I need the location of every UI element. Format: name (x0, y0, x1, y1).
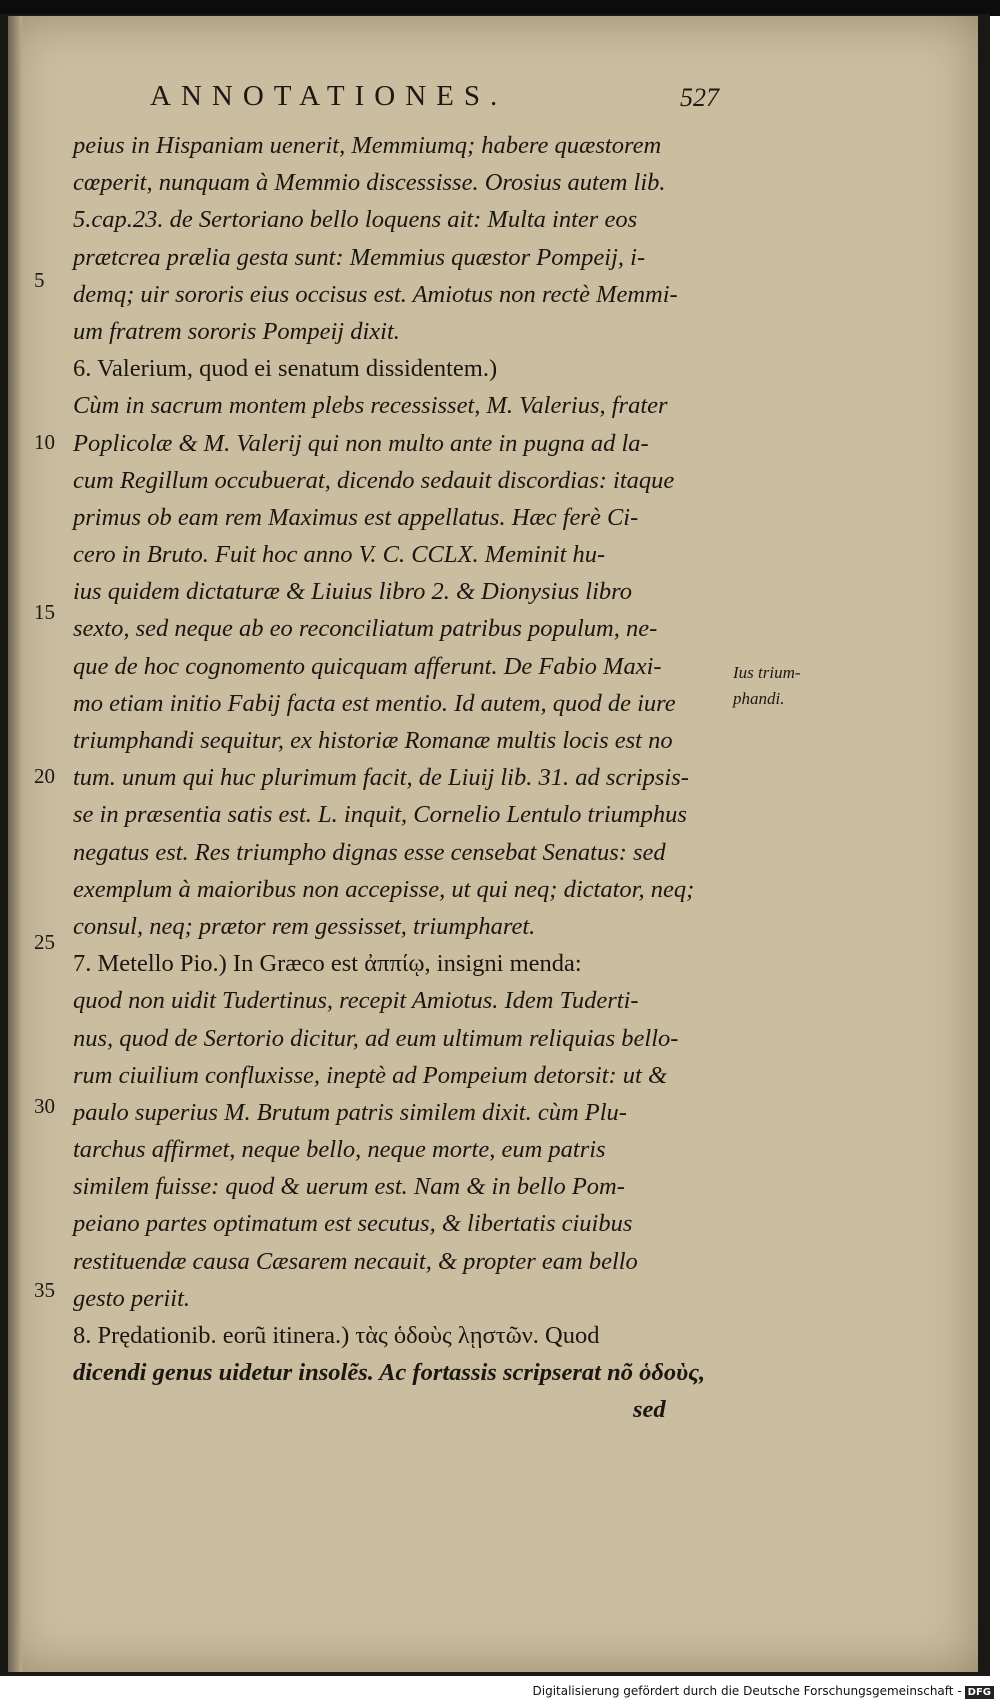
text-line: cum Regillum occubuerat, dicendo sedauit discordias: itaque (73, 466, 675, 494)
page-spine-shadow (8, 16, 22, 1672)
text-line: sexto, sed neque ab eo reconciliatum patribus populum, ne- (73, 615, 658, 643)
text-line: tarchus affirmet, neque bello, neque morte, eum patris (73, 1136, 606, 1164)
text-line: peiano partes optimatum est secutus, & libertatis ciuibus (73, 1210, 633, 1238)
lemma-heading: 8. Prędationib. eorũ itinera.) τὰς ὁδοὺς λῃστῶν. Quod (73, 1322, 600, 1349)
annotation-text-block (73, 127, 723, 1429)
line-number-5: 5 (34, 268, 45, 292)
line-number-20: 20 (34, 764, 55, 788)
text-line: um fratrem sororis Pompeij dixit. (73, 317, 400, 345)
lemma-heading: 7. Metello Pio.) In Græco est ἀππίῳ, insigni menda: (73, 950, 582, 978)
line-number-10: 10 (34, 430, 55, 454)
text-line: cœperit, nunquam à Memmio discessisse. Orosius autem lib. (73, 169, 666, 197)
text-line: cero in Bruto. Fuit hoc anno V. C. CCLX. Meminit hu- (73, 541, 606, 569)
text-line: tum. unum qui huc plurimum facit, de Liuij lib. 31. ad scripsis- (73, 764, 689, 792)
text-line: ius quidem dictaturæ & Liuius libro 2. & Dionysius libro (73, 578, 633, 606)
text-line: similem fuisse: quod & uerum est. Nam & in bello Pom- (73, 1173, 625, 1201)
text-line: peius in Hispaniam uenerit, Memmiumq; habere quæstorem (73, 132, 662, 159)
line-number-30: 30 (34, 1094, 55, 1118)
text-line: quod non uidit Tudertinus, recepit Amiotus. Idem Tuderti- (73, 987, 639, 1015)
line-number-25: 25 (34, 930, 55, 954)
text-line: triumphandi sequitur, ex historiæ Romanæ multis locis est no (73, 727, 673, 754)
text-line: negatus est. Res triumpho dignas esse censebat Senatus: sed (73, 838, 666, 866)
text-line: prætcrea prælia gesta sunt: Memmius quæstor Pompeij, i- (73, 243, 646, 271)
text-line: demq; uir sororis eius occisus est. Amiotus non rectè Memmi- (73, 280, 678, 308)
text-line: se in præsentia satis est. L. inquit, Cornelio Lentulo triumphus (73, 801, 687, 829)
credit-text: Digitalisierung gefördert durch die Deutsche Forschungsgemeinschaft - (532, 1684, 962, 1698)
margin-note (733, 660, 843, 712)
text-line: dicendi genus uidetur insolẽs. Ac fortassis scripserat nõ ὁδοὺς, (73, 1359, 706, 1387)
text-line: Poplicolæ & M. Valerij qui non multo ante in pugna ad la- (73, 429, 649, 457)
text-line: mo etiam initio Fabij facta est mentio. Id autem, quod de iure (73, 689, 676, 717)
text-line: restituendæ causa Cæsarem necauit, & propter eam bello (73, 1247, 638, 1275)
line-number-35: 35 (34, 1278, 55, 1302)
text-line: Cùm in sacrum montem plebs recessisset, M. Valerius, frater (73, 392, 668, 420)
text-line: rum ciuilium confluxisse, ineptè ad Pompeium detorsit: ut & (73, 1061, 668, 1089)
text-line: consul, neq; prætor rem gessisset, triumpharet. (73, 912, 536, 940)
text-line: que de hoc cognomento quicquam afferunt. De Fabio Maxi- (73, 652, 662, 680)
text-line: gesto periit. (73, 1284, 191, 1312)
text-line: exemplum à maioribus non accepisse, ut qui neq; dictator, neq; (73, 875, 695, 903)
line-number-15: 15 (34, 600, 55, 624)
catchword: sed (633, 1396, 666, 1424)
margin-note-line: phandi. (733, 689, 785, 708)
text-line: 5.cap.23. de Sertoriano bello loquens ait: Multa inter eos (73, 206, 638, 234)
dfg-logo: DFG (965, 1686, 994, 1699)
page-number: 527 (680, 83, 719, 112)
text-line: nus, quod de Sertorio dicitur, ad eum ultimum reliquias bello- (73, 1024, 679, 1052)
margin-note-line: Ius trium- (733, 663, 801, 682)
text-line: paulo superius M. Brutum patris similem dixit. cùm Plu- (73, 1098, 627, 1126)
lemma-heading: 6. Valerium, quod ei senatum dissidentem.) (73, 355, 498, 383)
running-head: ANNOTATIONES. (150, 80, 508, 112)
text-line: primus ob eam rem Maximus est appellatus. Hæc ferè Ci- (73, 503, 639, 531)
digitization-credit (533, 1684, 995, 1699)
